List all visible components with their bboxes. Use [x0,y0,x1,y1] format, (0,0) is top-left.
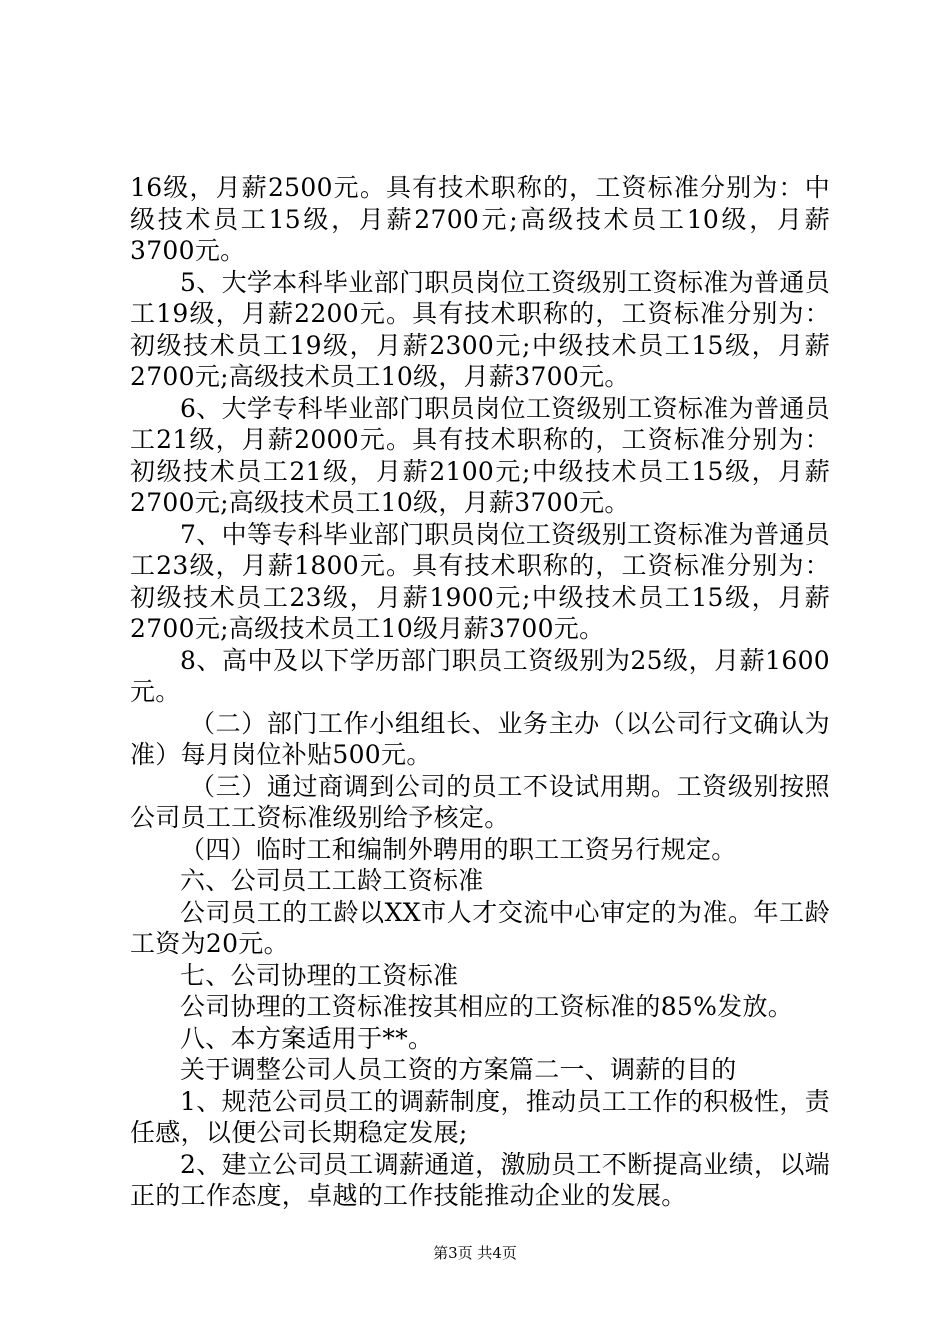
page-footer: 第3页 共4页 [433,1244,517,1262]
paragraph-item-7: 7、中等专科毕业部门职员岗位工资级别工资标准为普通员工23级，月薪1800元。具有技术职称的，工资标准分别为：初级技术员工23级，月薪1900元;中级技术员工15级，月薪2700元;高级技术员工10级月薪3700元。 [130,519,830,643]
paragraph-seniority-wage: 公司员工的工龄以XX市人才交流中心审定的为准。年工龄工资为20元。 [130,897,830,958]
heading-part-two: 关于调整公司人员工资的方案篇二一、调薪的目的 [180,1055,737,1084]
heading-scope: 八、本方案适用于**。 [180,1023,434,1053]
paragraph-item-8: 8、高中及以下学历部门职员工资级别为25级，月薪1600元。 [130,645,830,706]
heading-assistant-wage: 七、公司协理的工资标准 [180,960,459,990]
paragraph-purpose-2: 2、建立公司员工调薪通道，激励员工不断提高业绩，以端正的工作态度，卓越的工作技能推动企业的发展。 [130,1149,830,1210]
paragraph-section-3: （三）通过商调到公司的员工不设试用期。工资级别按照公司员工工资标准级别给予核定。 [130,771,830,832]
paragraph-section-2: （二）部门工作小组组长、业务主办（以公司行文确认为准）每月岗位补贴500元。 [130,708,830,769]
paragraph-item-5: 5、大学本科毕业部门职员岗位工资级别工资标准为普通员工19级，月薪2200元。具有技术职称的，工资标准分别为：初级技术员工19级，月薪2300元;中级技术员工15级，月薪2700元;高级技术员工10级，月薪3700元。 [130,267,830,391]
paragraph-item-6: 6、大学专科毕业部门职员岗位工资级别工资标准为普通员工21级，月薪2000元。具有技术职称的，工资标准分别为：初级技术员工21级，月薪2100元;中级技术员工15级，月薪2700元;高级技术员工10级，月薪3700元。 [130,393,830,517]
paragraph-purpose-1: 1、规范公司员工的调薪制度，推动员工工作的积极性，责任感，以便公司长期稳定发展; [130,1086,830,1147]
document-body [130,172,830,1212]
paragraph-assistant-wage: 公司协理的工资标准按其相应的工资标准的85%发放。 [180,992,794,1021]
paragraph-section-4: （四）临时工和编制外聘用的职工工资另行规定。 [180,834,737,864]
paragraph-continuation: 16级，月薪2500元。具有技术职称的，工资标准分别为：中级技术员工15级，月薪2700元;高级技术员工10级，月薪3700元。 [130,173,830,265]
heading-seniority-wage: 六、公司员工工龄工资标准 [180,866,484,895]
